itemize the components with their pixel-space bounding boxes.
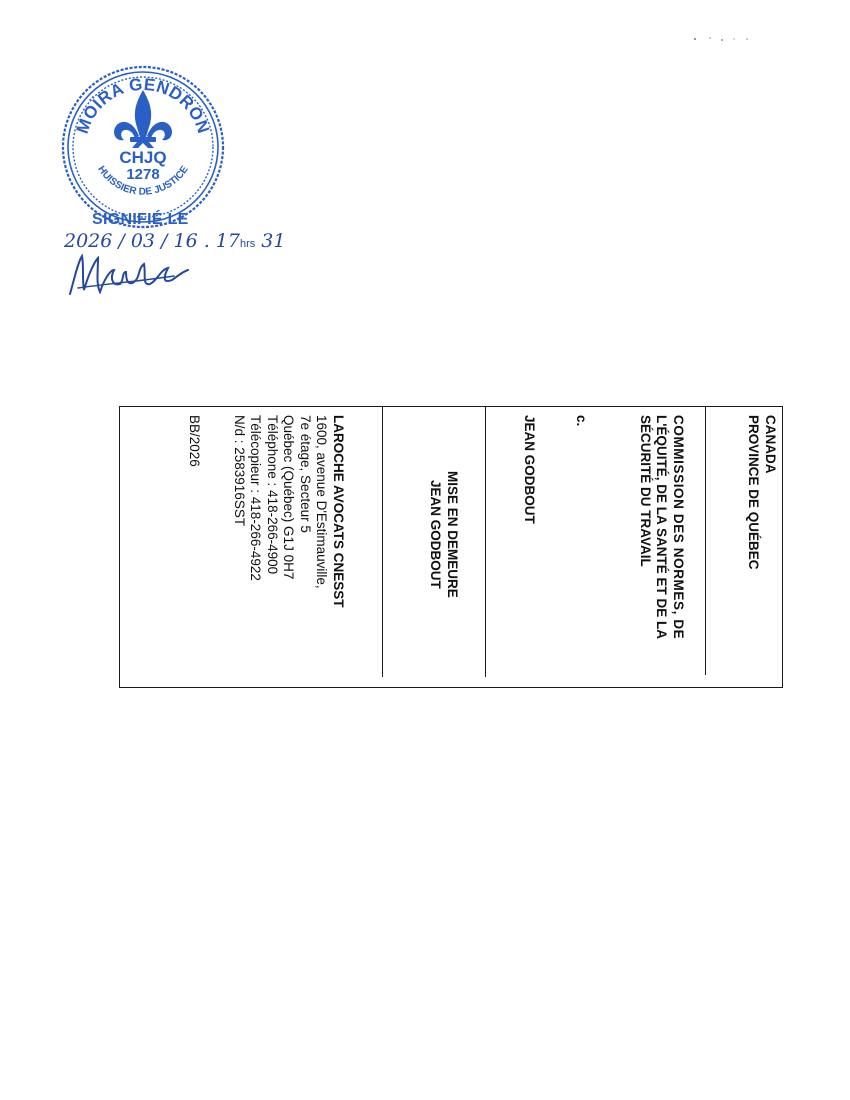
- title-rule: [485, 407, 486, 677]
- firm-phone: Téléphone : 418-266-4900: [265, 415, 280, 575]
- signed-minutes: 31: [261, 230, 286, 252]
- plaintiff-line-1: COMMISSION DES NORMES, DE: [671, 415, 686, 640]
- plaintiff-block: [637, 415, 687, 639]
- signed-date: [64, 230, 285, 252]
- firm-address-3: Québec (Québec) G1J 0H7: [281, 415, 297, 580]
- plaintiff-line-2: L'ÉQUITÉ, DE LA SANTÉ ET DE LA: [654, 415, 670, 639]
- svg-text:HUISSIER DE JUSTICE: HUISSIER DE JUSTICE: [95, 164, 191, 198]
- document-title-line-2: JEAN GODBOUT: [428, 480, 444, 589]
- stamp-code: CHJQ: [119, 148, 167, 167]
- firm-address-1: 1600, avenue D'Estimauville,: [314, 415, 330, 589]
- bailiff-stamp: [60, 64, 226, 230]
- law-firm-block: [231, 415, 347, 608]
- fleur-de-lis-icon: [114, 90, 172, 148]
- defendant: JEAN GODBOUT: [522, 415, 537, 524]
- province: PROVINCE DE QUÉBEC: [746, 415, 762, 570]
- initials: BB/2026: [187, 415, 202, 467]
- document-title: [427, 471, 460, 598]
- stamp-number: 1278: [126, 166, 160, 183]
- document-backing: [119, 406, 783, 688]
- document-title-line-1: MISE EN DEMEURE: [445, 471, 460, 598]
- court-header: [745, 415, 778, 570]
- firm-rule: [382, 407, 383, 677]
- handwritten-signature: [64, 250, 194, 300]
- firm-name: LAROCHE AVOCATS CNESST: [331, 415, 346, 608]
- firm-reference: N/d : 2583916SST: [232, 415, 247, 527]
- signed-date-value: 2026 / 03 / 16 . 17: [64, 230, 240, 252]
- versus: c.: [574, 415, 589, 427]
- firm-address-2: 7e étage, Secteur 5: [298, 415, 313, 533]
- signed-hrs: hrs: [239, 238, 256, 250]
- country: CANADA: [763, 415, 778, 474]
- signed-label: SIGNIFIÉ LE: [92, 211, 189, 228]
- svg-text:MOÏRA GENDRON: MOÏRA GENDRON: [72, 74, 214, 137]
- stamp-seal: [60, 64, 226, 230]
- scan-speck: [692, 36, 754, 42]
- plaintiff-rule: [705, 407, 706, 675]
- plaintiff-line-3: SÉCURITÉ DU TRAVAIL: [638, 415, 653, 567]
- firm-fax: Télécopieur : 418-266-4922: [248, 415, 264, 581]
